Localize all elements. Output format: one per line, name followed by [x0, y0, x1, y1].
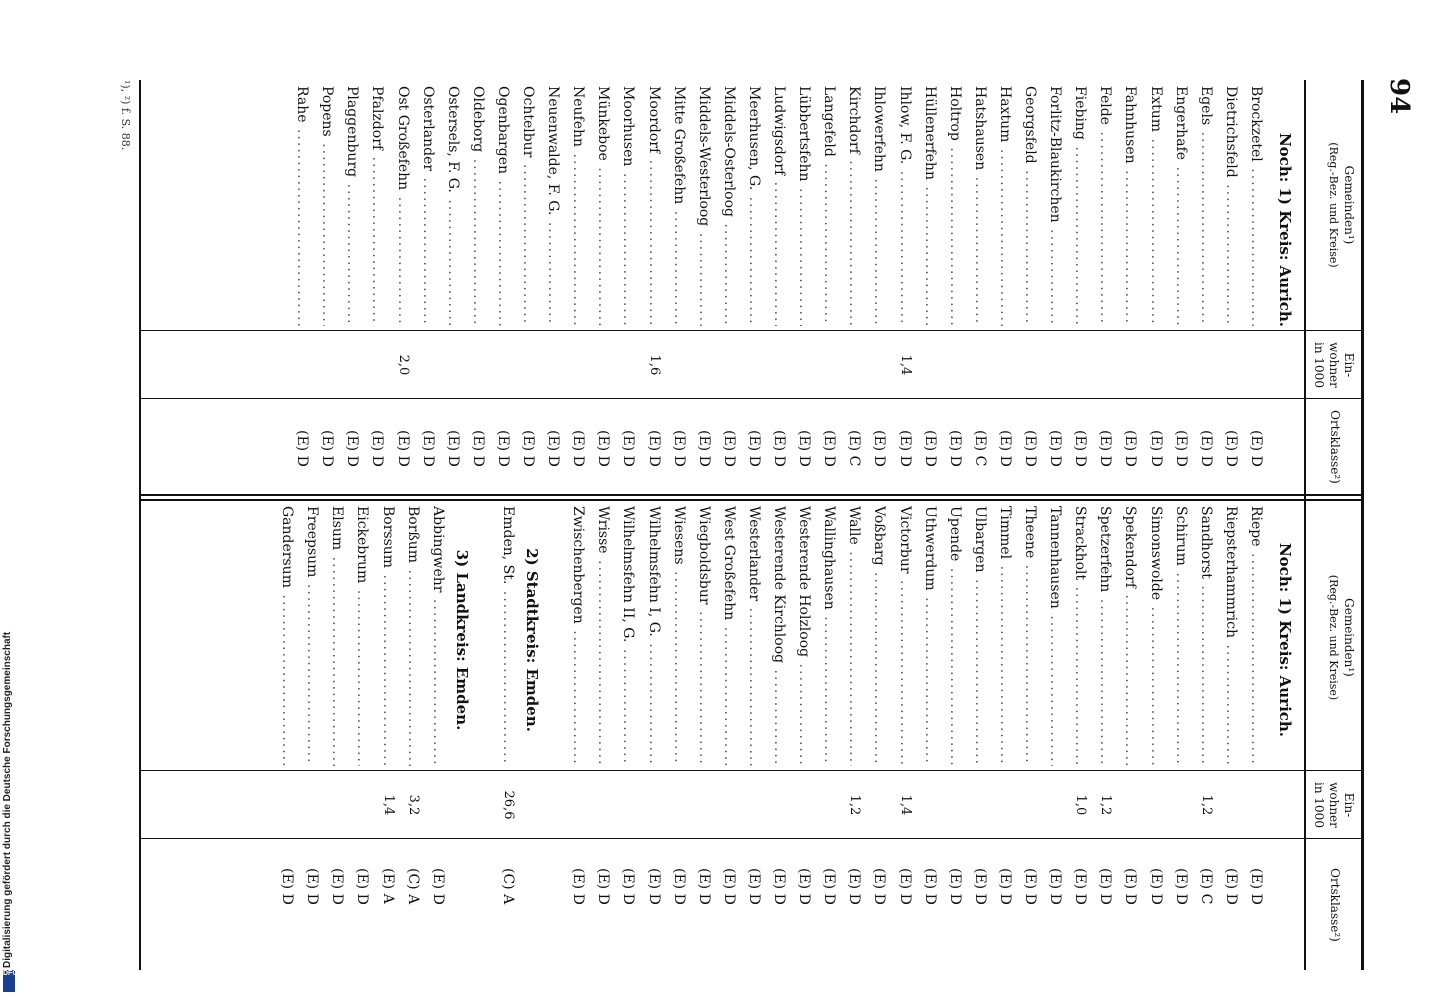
- ortsklasse-value: (E) C: [971, 430, 988, 467]
- ortsklasse-value: (E) D: [796, 430, 813, 467]
- ortsklasse-value: (E) D: [997, 430, 1013, 467]
- gemeinde-name: Ulbargen .....: [972, 506, 988, 766]
- ortsklasse-value: (E) D: [620, 430, 637, 467]
- gemeinde-name: Engerhafe .....: [1173, 86, 1189, 326]
- ortsklasse-value: (E) D: [1097, 430, 1114, 467]
- ortsklasse-value: (E) D: [1147, 868, 1164, 905]
- gemeinde-name: Victorbur .....: [897, 506, 913, 766]
- gemeinde-name: West Großefehn .....: [721, 506, 737, 766]
- gemeinde-name: Wilhelmsfehn I, G. .....: [646, 506, 662, 766]
- ortsklasse-value: (E) D: [670, 430, 687, 467]
- gemeinde-name: Ihlow, F. G. .....: [897, 86, 913, 326]
- ortsklasse-value: (E) D: [946, 430, 963, 467]
- kreis-heading: 2) Stadtkreis: Emden.: [523, 548, 542, 732]
- footnote: ¹), ²) f. S. 88.: [119, 80, 132, 151]
- gemeinde-name: Simonswolde .....: [1148, 506, 1164, 766]
- gemeinde-name: Fiebing .....: [1072, 86, 1088, 326]
- ortsklasse-value: (E) D: [746, 868, 762, 905]
- ortsklasse-value: (E) D: [971, 868, 988, 905]
- ortsklasse-value: (E) D: [871, 868, 888, 905]
- ortsklasse-value: (E) D: [1122, 430, 1139, 467]
- kreis-heading: 3) Landkreis: Emden.: [452, 549, 471, 731]
- ortsklasse-value: (E) D: [294, 430, 311, 467]
- ortsklasse-value: (E) D: [695, 868, 712, 905]
- ortsklasse-value: (E) D: [796, 868, 813, 905]
- gemeinde-name: Oldeborg .....: [470, 86, 486, 326]
- einwohner-value: 1,2: [1198, 794, 1214, 816]
- ortsklasse-value: (E) D: [570, 430, 587, 467]
- gemeinde-name: Osterlander .....: [420, 86, 436, 326]
- right-einwohner-header: Ein-wohner in 1000: [1312, 782, 1356, 828]
- ortsklasse-value: (E) D: [304, 868, 321, 905]
- gemeinde-name: Ludwigsdorf .....: [771, 86, 787, 326]
- gemeinde-name: Riepsterhammrich .....: [1223, 506, 1239, 766]
- ortsklasse-value: (E) D: [469, 430, 486, 467]
- einwohner-value: 1,2: [1098, 794, 1114, 816]
- ortsklasse-value: (E) D: [695, 430, 712, 467]
- ortsklasse-value: (E) D: [771, 430, 788, 467]
- header-bottom-rule: [1304, 80, 1306, 970]
- gemeinde-name: Theene .....: [1022, 506, 1038, 766]
- gemeinde-name: Meerhusen, G. .....: [746, 86, 762, 326]
- ortsklasse-value: (E) D: [921, 868, 938, 905]
- ortsklasse-value: (E) C: [846, 430, 863, 467]
- ortsklasse-value: (E) D: [720, 430, 737, 467]
- ortsklasse-value: (E) D: [1248, 430, 1264, 467]
- ortsklasse-value: (E) D: [444, 430, 461, 467]
- gemeinde-name: Georgsfeld .....: [1022, 86, 1038, 326]
- gemeinde-name: Felde .....: [1097, 86, 1113, 326]
- ortsklasse-value: (E) D: [1172, 430, 1189, 467]
- gemeinde-name: Wallinghausen .....: [821, 506, 837, 766]
- einwohner-value: 1,2: [847, 794, 863, 816]
- ortsklasse-value: (E) D: [896, 868, 913, 905]
- table-bottom-rule: [139, 80, 141, 970]
- ortsklasse-value: (E) D: [595, 868, 612, 905]
- ortsklasse-value: (E) D: [896, 430, 913, 467]
- ortsklasse-value: (E) D: [720, 868, 737, 905]
- ortsklasse-value: (E) D: [946, 868, 963, 905]
- gemeinde-name: Sandhorst .....: [1198, 506, 1214, 766]
- gemeinde-name: Egels .....: [1198, 86, 1214, 326]
- ortsklasse-value: (E) D: [1222, 868, 1239, 905]
- center-double-rule: [139, 494, 1364, 496]
- gemeinde-name: Uthwerdum .....: [922, 506, 938, 766]
- einwohner-value: 1,6: [646, 354, 662, 376]
- right-ortsklasse-rule: [139, 838, 1364, 839]
- einwohner-value: 2,0: [395, 354, 411, 376]
- gemeinde-name: Westerlander .....: [746, 506, 762, 766]
- ortsklasse-value: (E) D: [871, 430, 888, 467]
- gemeinde-name: Spetzerfehn .....: [1097, 506, 1113, 766]
- ortsklasse-value: (E) D: [1122, 868, 1139, 905]
- ortsklasse-value: (E) D: [354, 868, 371, 905]
- ortsklasse-value: (E) D: [645, 430, 662, 467]
- right-einwohner-rule: [139, 770, 1364, 771]
- right-kreis-heading: Noch: 1) Kreis: Aurich.: [1276, 542, 1294, 738]
- gemeinde-name: Riepe .....: [1248, 506, 1264, 766]
- digitization-notice-text: Digitalisierung gefördert durch die Deutsche Forschungsgemeinschaft: [2, 631, 13, 968]
- gemeinde-name: Hüllenerfehn .....: [922, 86, 938, 326]
- gemeinde-name: Moordorf .....: [646, 86, 662, 326]
- gemeinde-name: Ostersels, F. G. .....: [445, 86, 461, 326]
- einwohner-value: 26,6: [501, 790, 517, 820]
- gemeinde-name: Gandersum .....: [279, 506, 295, 766]
- ortsklasse-value: (E) D: [1248, 868, 1264, 905]
- gemeinde-name: Schirum .....: [1173, 506, 1189, 766]
- page-number: 94: [1384, 78, 1414, 115]
- gemeinde-name: Westerende Kirchloog .....: [771, 506, 787, 766]
- gemeinde-name: Extum .....: [1148, 86, 1164, 326]
- gemeinde-name: Borssum .....: [380, 506, 396, 766]
- ortsklasse-value: (E) D: [394, 430, 411, 467]
- ortsklasse-value: (E) D: [1047, 868, 1064, 905]
- gemeinde-name: Upende .....: [947, 506, 963, 766]
- ortsklasse-value: (E) D: [520, 430, 537, 467]
- ortsklasse-value: (E) D: [329, 868, 346, 905]
- left-gemeinden-header: Gemeinden¹) (Reg.-Bez. und Kreise): [1327, 142, 1356, 268]
- gemeinde-name: Westerende Holzloog .....: [796, 506, 812, 766]
- ortsklasse-value: (E) D: [997, 868, 1013, 905]
- ortsklasse-value: (E) D: [419, 430, 436, 467]
- gemeinde-name: Zwischenbergen .....: [570, 506, 586, 766]
- gemeinde-name: Langefeld .....: [821, 86, 837, 326]
- ortsklasse-value: (E) D: [771, 868, 788, 905]
- gemeinde-name: Freepsum .....: [304, 506, 320, 766]
- gemeinde-name: Lübbertsfehn .....: [796, 86, 812, 326]
- ortsklasse-value: (E) D: [545, 430, 562, 467]
- ortsklasse-value: (E) D: [1197, 430, 1214, 467]
- gemeinde-name: Ochtelbur .....: [520, 86, 536, 326]
- ortsklasse-value: (E) D: [1222, 430, 1239, 467]
- ortsklasse-value: (E) D: [369, 430, 386, 467]
- gemeinde-name: Wiegboldsbur .....: [696, 506, 712, 766]
- ortsklasse-value: (E) A: [379, 868, 396, 904]
- gemeinde-name: Ost Großefehn .....: [395, 86, 411, 326]
- gemeinde-name: Wrisse .....: [595, 506, 611, 766]
- left-ortsklasse-header: Ortsklasse²): [1328, 410, 1342, 484]
- gemeinde-name: Münkeboe .....: [595, 86, 611, 326]
- right-ortsklasse-header: Ortsklasse²): [1328, 868, 1342, 942]
- gemeinde-name: Rahe .....: [294, 86, 310, 326]
- gemeinde-name: Plaggenburg .....: [344, 86, 360, 326]
- gemeinde-name: Eickebrum .....: [354, 506, 370, 766]
- gemeinde-name: Tannenhausen .....: [1047, 506, 1063, 766]
- ortsklasse-value: (E) D: [344, 430, 361, 467]
- gemeinde-name: Moorhusen .....: [621, 86, 637, 326]
- gemeinde-name: Timmel .....: [997, 506, 1013, 766]
- gemeinde-name: Borßum .....: [405, 506, 421, 766]
- ortsklasse-value: (E) D: [1047, 430, 1064, 467]
- gemeinde-name: Middels-Westerloog .....: [696, 86, 712, 326]
- gemeinde-name: Dietrichsfeld .....: [1223, 86, 1239, 326]
- ortsklasse-value: (E) D: [1072, 430, 1089, 467]
- gemeinde-name: Mitte Großefehn .....: [671, 86, 687, 326]
- ortsklasse-value: (E) D: [921, 430, 938, 467]
- ortsklasse-value: (C) A: [404, 868, 421, 905]
- ortsklasse-value: (E) C: [1197, 868, 1214, 905]
- ortsklasse-value: (E) D: [746, 430, 762, 467]
- einwohner-value: 1,4: [897, 794, 913, 816]
- einwohner-value: 1,4: [380, 794, 396, 816]
- gemeinde-name: Pfalzdorf .....: [370, 86, 386, 326]
- gemeinde-name: Holtrop .....: [947, 86, 963, 326]
- gemeinde-name: Spekendorf .....: [1123, 506, 1139, 766]
- table-top-rule: [1361, 80, 1364, 970]
- gemeinde-name: Emden, St. .....: [500, 506, 516, 766]
- gemeinde-name: Abbingwehr .....: [430, 506, 446, 766]
- digitization-notice: [2, 598, 16, 994]
- center-double-rule-2: [139, 499, 1364, 501]
- gemeinde-name: Walle .....: [846, 506, 862, 766]
- ortsklasse-value: (E) D: [319, 430, 336, 467]
- left-kreis-heading: Noch: 1) Kreis: Aurich.: [1276, 132, 1294, 328]
- einwohner-value: 1,4: [897, 354, 913, 376]
- ortsklasse-value: (E) D: [821, 868, 838, 905]
- ortsklasse-value: (E) D: [670, 868, 687, 905]
- gemeinde-name: Ogenbargen .....: [495, 86, 511, 326]
- gemeinde-name: Ihlowerfehn .....: [872, 86, 888, 326]
- ortsklasse-value: (E) D: [1022, 430, 1039, 467]
- ortsklasse-value: (E) D: [645, 868, 662, 905]
- ortsklasse-value: (E) D: [1172, 868, 1189, 905]
- gemeinde-name: Brockzetel .....: [1248, 86, 1264, 326]
- gemeinde-name: Neuenwalde, F. G. .....: [545, 86, 561, 326]
- einwohner-value: 3,2: [405, 794, 421, 816]
- left-ortsklasse-rule: [139, 398, 1364, 399]
- ortsklasse-value: (E) D: [1147, 430, 1164, 467]
- ortsklasse-value: (E) D: [595, 430, 612, 467]
- ortsklasse-value: (E) D: [1072, 868, 1089, 905]
- ortsklasse-value: (E) D: [1022, 868, 1039, 905]
- gemeinde-name: Elsum .....: [329, 506, 345, 766]
- left-einwohner-rule: [139, 330, 1364, 331]
- gemeinde-name: Neufehn .....: [570, 86, 586, 326]
- right-gemeinden-header: Gemeinden¹) (Reg.-Bez. und Kreise): [1327, 574, 1356, 701]
- left-einwohner-header: Ein-wohner in 1000: [1312, 342, 1356, 388]
- ortsklasse-value: (E) D: [821, 430, 838, 467]
- ortsklasse-value: (E) D: [429, 868, 446, 905]
- gemeinde-name: Wilhelmsfehn II, G. .....: [621, 506, 637, 766]
- ortsklasse-value: (E) D: [495, 430, 511, 467]
- gemeinde-name: Middels-Osterloog .....: [721, 86, 737, 326]
- gemeinde-name: Forlitz-Blaukirchen .....: [1047, 86, 1063, 326]
- ortsklasse-value: (E) D: [279, 868, 296, 905]
- gemeinde-name: Voßbarg .....: [872, 506, 888, 766]
- dfg-logo: DFG: [3, 970, 15, 992]
- ortsklasse-value: (E) D: [1097, 868, 1114, 905]
- gemeinde-name: Popens .....: [319, 86, 335, 326]
- gemeinde-name: Kirchdorf .....: [846, 86, 862, 326]
- ortsklasse-value: (E) D: [570, 868, 587, 905]
- ortsklasse-value: (E) D: [620, 868, 637, 905]
- gemeinde-name: Haxtum .....: [997, 86, 1013, 326]
- gemeinde-name: Fahnhusen .....: [1123, 86, 1139, 326]
- ortsklasse-value: (E) D: [846, 868, 863, 905]
- gemeinde-name: Wiesens .....: [671, 506, 687, 766]
- gemeinde-name: Hatshausen .....: [972, 86, 988, 326]
- einwohner-value: 1,0: [1073, 794, 1089, 816]
- ortsklasse-value: (C) A: [500, 868, 517, 905]
- gemeinde-name: Strackholt .....: [1072, 506, 1088, 766]
